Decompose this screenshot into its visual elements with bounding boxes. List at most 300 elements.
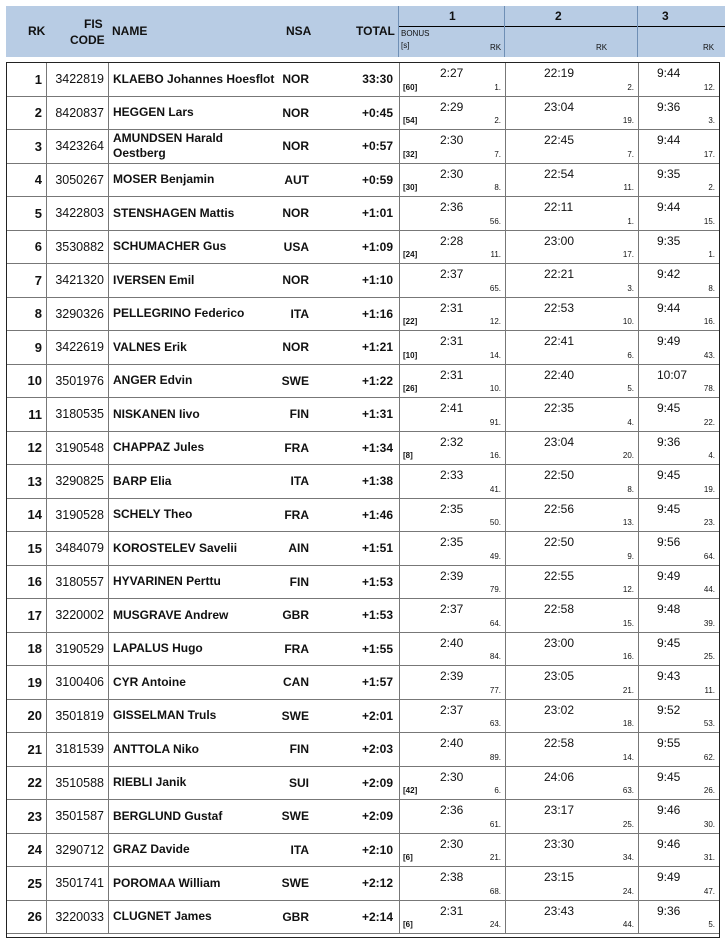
segment1-cell <box>399 633 505 666</box>
header-name: NAME <box>112 24 148 38</box>
table-row <box>7 566 719 600</box>
fis-code-cell: 3290712 <box>47 834 109 867</box>
segment3-cell <box>638 97 719 130</box>
athlete-name-cell: KLAEBO Johannes Hoesflot <box>113 71 275 86</box>
fis-code-cell: 3180557 <box>47 566 109 599</box>
segment3-cell <box>638 767 719 800</box>
fis-code-cell: 3220002 <box>47 599 109 632</box>
header-separator <box>398 6 399 57</box>
rank-cell: 18 <box>7 633 47 666</box>
header-fis-line2: CODE <box>70 33 105 47</box>
segment1-cell <box>399 197 505 230</box>
segment1-time: 2:31 <box>440 300 464 315</box>
segment2-cell <box>505 432 638 465</box>
nsa-cell: FRA <box>284 641 309 656</box>
segment1-rank: 8. <box>494 183 501 192</box>
segment1-bonus: [32] <box>403 149 418 159</box>
segment3-cell <box>638 599 719 632</box>
total-cell: +1:53 <box>361 608 393 623</box>
nsa-cell: FIN <box>289 574 309 589</box>
total-cell: +2:09 <box>361 809 393 824</box>
segment3-time: 9:44 <box>657 66 681 80</box>
athlete-name-cell: MOSER Benjamin <box>113 172 215 187</box>
segment3-cell <box>638 130 719 163</box>
header-total: TOTAL <box>356 24 395 38</box>
segment2-cell <box>505 164 638 197</box>
table-row <box>7 867 719 901</box>
segment1-rank: 89. <box>489 752 501 762</box>
nsa-cell: USA <box>283 239 309 254</box>
header-separator <box>504 6 505 57</box>
segment3-time: 9:36 <box>657 434 681 449</box>
segment1-rank: 49. <box>489 551 501 561</box>
segment2-rank: 18. <box>622 719 634 728</box>
segment3-cell <box>638 432 719 465</box>
segment3-time: 9:49 <box>657 870 681 884</box>
segment3-time: 9:44 <box>657 133 681 147</box>
segment1-time: 2:31 <box>440 334 464 348</box>
header-nsa: NSA <box>286 24 312 38</box>
segment3-time: 9:45 <box>657 468 681 482</box>
rank-cell: 9 <box>7 331 47 364</box>
results-table <box>6 62 720 938</box>
segment1-time: 2:41 <box>440 401 464 415</box>
segment1-rank: 2. <box>494 116 501 125</box>
fis-code-cell: 3050267 <box>47 164 109 197</box>
segment2-rank: 5. <box>627 384 634 393</box>
table-row <box>7 164 719 198</box>
segment1-cell <box>399 97 505 130</box>
athlete-name-cell: HEGGEN Lars <box>113 105 194 120</box>
segment2-rank: 44. <box>622 920 634 929</box>
header-seg1-rk: RK <box>490 43 502 52</box>
segment2-time: 23:43 <box>544 903 575 918</box>
table-row <box>7 465 719 499</box>
nsa-cell: ITA <box>290 306 309 321</box>
table-row <box>7 63 719 97</box>
fis-code-cell: 3501819 <box>47 700 109 733</box>
nsa-cell: GBR <box>282 909 309 924</box>
athlete-name-cell: NISKANEN Iivo <box>113 406 200 421</box>
rank-cell: 20 <box>7 700 47 733</box>
segment3-time: 9:44 <box>657 300 681 315</box>
athlete-name-cell: POROMAA William <box>113 875 221 890</box>
segment2-time: 23:15 <box>544 870 575 884</box>
nsa-cell: NOR <box>282 105 309 120</box>
segment2-cell <box>505 97 638 130</box>
segment3-rank: 23. <box>703 518 715 527</box>
segment2-rank: 14. <box>622 752 634 762</box>
segment3-rank: 11. <box>704 685 715 695</box>
segment3-rank: 15. <box>703 216 715 226</box>
segment3-cell <box>638 465 719 498</box>
fis-code-cell: 3501976 <box>47 365 109 398</box>
total-cell: +0:59 <box>361 172 393 187</box>
rank-cell: 2 <box>7 97 47 130</box>
segment2-cell <box>505 264 638 297</box>
segment3-time: 10:07 <box>657 367 688 382</box>
segment1-time: 2:37 <box>440 267 464 281</box>
segment1-cell <box>399 63 505 96</box>
total-cell: +0:57 <box>361 139 393 154</box>
nsa-cell: SWE <box>281 809 309 824</box>
segment1-bonus: [60] <box>403 82 418 92</box>
segment3-cell <box>638 733 719 766</box>
fis-code-cell: 3100406 <box>47 666 109 699</box>
segment3-cell <box>638 834 719 867</box>
segment1-time: 2:30 <box>440 769 464 784</box>
segment2-time: 22:41 <box>544 334 575 348</box>
segment2-cell <box>505 331 638 364</box>
segment2-rank: 7. <box>627 149 634 159</box>
athlete-name-cell: RIEBLI Janik <box>113 775 187 790</box>
segment2-rank: 8. <box>627 484 634 494</box>
fis-code-cell: 3181539 <box>47 733 109 766</box>
segment1-bonus: [6] <box>403 853 413 862</box>
nsa-cell: FRA <box>284 440 309 455</box>
athlete-name-cell: SCHELY Theo <box>113 507 193 522</box>
segment1-rank: 11. <box>490 250 501 259</box>
athlete-name-cell: MUSGRAVE Andrew <box>113 607 229 622</box>
segment3-rank: 8. <box>708 283 715 293</box>
segment2-time: 22:21 <box>544 267 575 281</box>
fis-code-cell: 3220033 <box>47 901 109 934</box>
table-row <box>7 432 719 466</box>
total-cell: +0:45 <box>361 105 393 120</box>
rank-cell: 26 <box>7 901 47 934</box>
athlete-name-cell: BARP Elia <box>113 473 172 488</box>
fis-code-cell: 3510588 <box>47 767 109 800</box>
segment2-time: 23:02 <box>544 702 575 717</box>
segment1-rank: 77. <box>489 685 501 695</box>
total-cell: +2:12 <box>361 876 393 891</box>
table-row <box>7 197 719 231</box>
rank-cell: 23 <box>7 800 47 833</box>
nsa-cell: FIN <box>289 407 309 422</box>
segment1-bonus: [24] <box>403 250 418 259</box>
segment3-time: 9:52 <box>657 702 681 717</box>
rank-cell: 24 <box>7 834 47 867</box>
segment1-bonus: [54] <box>403 116 418 125</box>
segment2-time: 22:58 <box>544 736 575 750</box>
segment3-rank: 39. <box>703 618 715 628</box>
total-cell: +2:01 <box>361 708 393 723</box>
segment3-rank: 78. <box>703 384 715 393</box>
header-bonus-unit: [s] <box>401 41 410 50</box>
table-row <box>7 331 719 365</box>
header-segment-line <box>399 26 725 27</box>
segment1-cell <box>399 164 505 197</box>
segment1-time: 2:37 <box>440 702 464 717</box>
nsa-cell: CAN <box>283 675 309 690</box>
segment2-rank: 21. <box>622 685 634 695</box>
segment1-cell <box>399 365 505 398</box>
nsa-cell: FIN <box>289 742 309 757</box>
fis-code-cell: 3530882 <box>47 231 109 264</box>
segment3-cell <box>638 298 719 331</box>
segment3-rank: 62. <box>703 752 715 762</box>
segment1-rank: 21. <box>489 853 501 862</box>
total-cell: +2:14 <box>361 909 393 924</box>
segment1-rank: 79. <box>489 585 501 594</box>
segment2-rank: 3. <box>627 283 634 293</box>
segment2-cell <box>505 666 638 699</box>
segment1-time: 2:30 <box>440 133 464 147</box>
segment1-time: 2:35 <box>440 501 464 516</box>
segment1-cell <box>399 298 505 331</box>
segment1-rank: 16. <box>489 451 501 460</box>
segment2-cell <box>505 901 638 934</box>
table-row <box>7 700 719 734</box>
fis-code-cell: 3422819 <box>47 63 109 96</box>
nsa-cell: NOR <box>282 206 309 221</box>
segment2-cell <box>505 197 638 230</box>
segment2-time: 24:06 <box>544 769 575 784</box>
segment1-time: 2:30 <box>440 166 464 181</box>
segment3-cell <box>638 800 719 833</box>
segment3-rank: 2. <box>708 183 715 192</box>
segment2-rank: 34. <box>622 853 634 862</box>
segment1-cell <box>399 499 505 532</box>
segment3-rank: 44. <box>703 585 715 594</box>
segment3-time: 9:46 <box>657 836 681 851</box>
athlete-name-cell: KOROSTELEV Savelii <box>113 540 238 555</box>
segment2-cell <box>505 834 638 867</box>
total-cell: +1:46 <box>361 507 393 522</box>
segment3-time: 9:36 <box>657 99 681 114</box>
segment2-cell <box>505 566 638 599</box>
fis-code-cell: 3501741 <box>47 867 109 900</box>
athlete-name-cell: GISSELMAN Truls <box>113 708 217 723</box>
fis-code-cell: 3484079 <box>47 532 109 565</box>
segment1-time: 2:40 <box>440 635 464 650</box>
total-cell: +1:21 <box>361 340 393 355</box>
athlete-name-cell: ANTTOLA Niko <box>113 741 199 756</box>
segment1-time: 2:27 <box>440 66 464 80</box>
segment1-rank: 24. <box>489 920 501 929</box>
total-cell: +1:01 <box>361 206 393 221</box>
total-cell: +1:10 <box>361 273 393 288</box>
segment1-time: 2:32 <box>440 434 464 449</box>
table-row <box>7 97 719 131</box>
table-row <box>7 599 719 633</box>
header-seg2-rk: RK <box>596 43 608 52</box>
segment2-time: 22:11 <box>544 200 574 214</box>
segment2-time: 22:54 <box>544 166 575 181</box>
table-row <box>7 398 719 432</box>
segment3-cell <box>638 398 719 431</box>
rank-cell: 3 <box>7 130 47 163</box>
nsa-cell: GBR <box>282 608 309 623</box>
segment3-cell <box>638 532 719 565</box>
table-row <box>7 733 719 767</box>
rank-cell: 7 <box>7 264 47 297</box>
segment2-rank: 11. <box>623 183 634 192</box>
segment3-time: 9:44 <box>657 200 681 214</box>
segment2-rank: 19. <box>622 116 634 125</box>
header-seg3-rk: RK <box>703 43 715 52</box>
segment1-cell <box>399 666 505 699</box>
segment1-time: 2:36 <box>440 200 464 214</box>
segment1-time: 2:37 <box>440 602 464 616</box>
total-cell: +2:10 <box>361 842 393 857</box>
rank-cell: 12 <box>7 432 47 465</box>
fis-code-cell: 3422619 <box>47 331 109 364</box>
segment2-time: 23:00 <box>544 635 575 650</box>
nsa-cell: NOR <box>282 273 309 288</box>
segment1-cell <box>399 331 505 364</box>
segment1-time: 2:36 <box>440 803 464 817</box>
segment3-rank: 4. <box>708 451 715 460</box>
total-cell: +1:31 <box>361 407 393 422</box>
segment3-rank: 25. <box>703 652 715 661</box>
segment3-rank: 64. <box>703 551 715 561</box>
segment1-rank: 1. <box>494 82 501 92</box>
segment1-rank: 84. <box>489 652 501 661</box>
nsa-cell: AUT <box>284 172 309 187</box>
total-cell: +1:34 <box>361 440 393 455</box>
segment2-cell <box>505 130 638 163</box>
rank-cell: 25 <box>7 867 47 900</box>
segment1-cell <box>399 532 505 565</box>
segment3-cell <box>638 197 719 230</box>
segment1-cell <box>399 130 505 163</box>
segment1-cell <box>399 867 505 900</box>
rank-cell: 1 <box>7 63 47 96</box>
nsa-cell: NOR <box>282 340 309 355</box>
fis-code-cell: 8420837 <box>47 97 109 130</box>
total-cell: +2:03 <box>361 742 393 757</box>
nsa-cell: NOR <box>282 139 309 154</box>
header-bonus: BONUS <box>401 29 430 38</box>
segment3-time: 9:56 <box>657 535 681 549</box>
fis-code-cell: 3423264 <box>47 130 109 163</box>
segment2-cell <box>505 365 638 398</box>
fis-code-cell: 3180535 <box>47 398 109 431</box>
segment3-time: 9:42 <box>657 267 681 281</box>
header-fis-line1: FIS <box>84 17 103 31</box>
segment2-rank: 1. <box>627 216 634 226</box>
segment3-cell <box>638 633 719 666</box>
segment2-time: 22:50 <box>544 468 575 482</box>
segment2-rank: 9. <box>627 551 634 561</box>
nsa-cell: ITA <box>290 474 309 489</box>
segment1-rank: 61. <box>489 819 501 829</box>
nsa-cell: NOR <box>282 72 309 87</box>
segment1-bonus: [6] <box>403 920 413 929</box>
rank-cell: 19 <box>7 666 47 699</box>
segment2-time: 22:40 <box>544 367 575 382</box>
athlete-name-cell: VALNES Erik <box>113 339 187 354</box>
segment2-cell <box>505 231 638 264</box>
rank-cell: 17 <box>7 599 47 632</box>
athlete-name-cell: CLUGNET James <box>113 909 212 924</box>
fis-code-cell: 3190528 <box>47 499 109 532</box>
segment2-time: 23:30 <box>544 836 575 851</box>
segment3-rank: 16. <box>703 317 715 326</box>
segment1-time: 2:28 <box>440 233 464 248</box>
segment2-time: 23:00 <box>544 233 575 248</box>
segment1-cell <box>399 465 505 498</box>
segment3-rank: 19. <box>703 484 715 494</box>
segment2-time: 22:35 <box>544 401 575 415</box>
total-cell: +1:51 <box>361 541 393 556</box>
segment3-cell <box>638 867 719 900</box>
segment1-cell <box>399 700 505 733</box>
segment1-time: 2:30 <box>440 836 464 851</box>
segment1-rank: 65. <box>489 283 501 293</box>
header-seg2: 2 <box>555 9 562 23</box>
segment1-time: 2:33 <box>440 468 464 482</box>
rank-cell: 21 <box>7 733 47 766</box>
segment2-cell <box>505 733 638 766</box>
segment3-rank: 53. <box>703 719 715 728</box>
segment2-rank: 4. <box>627 417 634 427</box>
segment1-rank: 68. <box>489 886 501 896</box>
segment1-rank: 63. <box>489 719 501 728</box>
segment1-cell <box>399 231 505 264</box>
table-row <box>7 499 719 533</box>
segment1-time: 2:40 <box>440 736 464 750</box>
header-rk: RK <box>28 24 46 38</box>
segment1-rank: 91. <box>489 417 501 427</box>
nsa-cell: SUI <box>288 775 309 790</box>
athlete-name-cell: LAPALUS Hugo <box>113 641 203 656</box>
segment3-rank: 31. <box>703 853 715 862</box>
segment1-rank: 10. <box>489 384 501 393</box>
header-seg1: 1 <box>449 9 456 23</box>
athlete-name-cell: GRAZ Davide <box>113 842 190 857</box>
segment1-bonus: [30] <box>403 183 418 192</box>
segment2-cell <box>505 599 638 632</box>
segment2-cell <box>505 63 638 96</box>
segment3-rank: 43. <box>703 350 715 360</box>
segment1-time: 2:38 <box>440 870 464 884</box>
segment3-cell <box>638 331 719 364</box>
athlete-name-cell: CYR Antoine <box>113 674 186 689</box>
table-row <box>7 365 719 399</box>
segment3-time: 9:48 <box>657 602 681 616</box>
fis-code-cell: 3422803 <box>47 197 109 230</box>
table-row <box>7 800 719 834</box>
segment3-cell <box>638 63 719 96</box>
total-cell: +1:55 <box>361 641 393 656</box>
segment2-rank: 20. <box>622 451 634 460</box>
segment3-cell <box>638 365 719 398</box>
segment2-cell <box>505 633 638 666</box>
segment2-rank: 13. <box>622 518 634 527</box>
total-cell: +1:38 <box>361 474 393 489</box>
rank-cell: 16 <box>7 566 47 599</box>
segment2-cell <box>505 298 638 331</box>
segment3-cell <box>638 231 719 264</box>
segment2-rank: 17. <box>622 250 634 259</box>
athlete-name-cell: BERGLUND Gustaf <box>113 808 223 823</box>
table-row <box>7 264 719 298</box>
header-separator <box>637 6 638 57</box>
segment1-bonus: [26] <box>403 384 418 393</box>
nsa-cell: AIN <box>288 541 309 556</box>
fis-code-cell: 3190548 <box>47 432 109 465</box>
segment2-cell <box>505 398 638 431</box>
segment2-time: 23:05 <box>544 669 575 683</box>
segment1-time: 2:31 <box>440 367 464 382</box>
segment1-rank: 64. <box>489 618 501 628</box>
segment1-cell <box>399 800 505 833</box>
segment1-bonus: [42] <box>403 786 418 795</box>
segment2-rank: 63. <box>622 786 634 795</box>
total-cell: +1:53 <box>361 574 393 589</box>
